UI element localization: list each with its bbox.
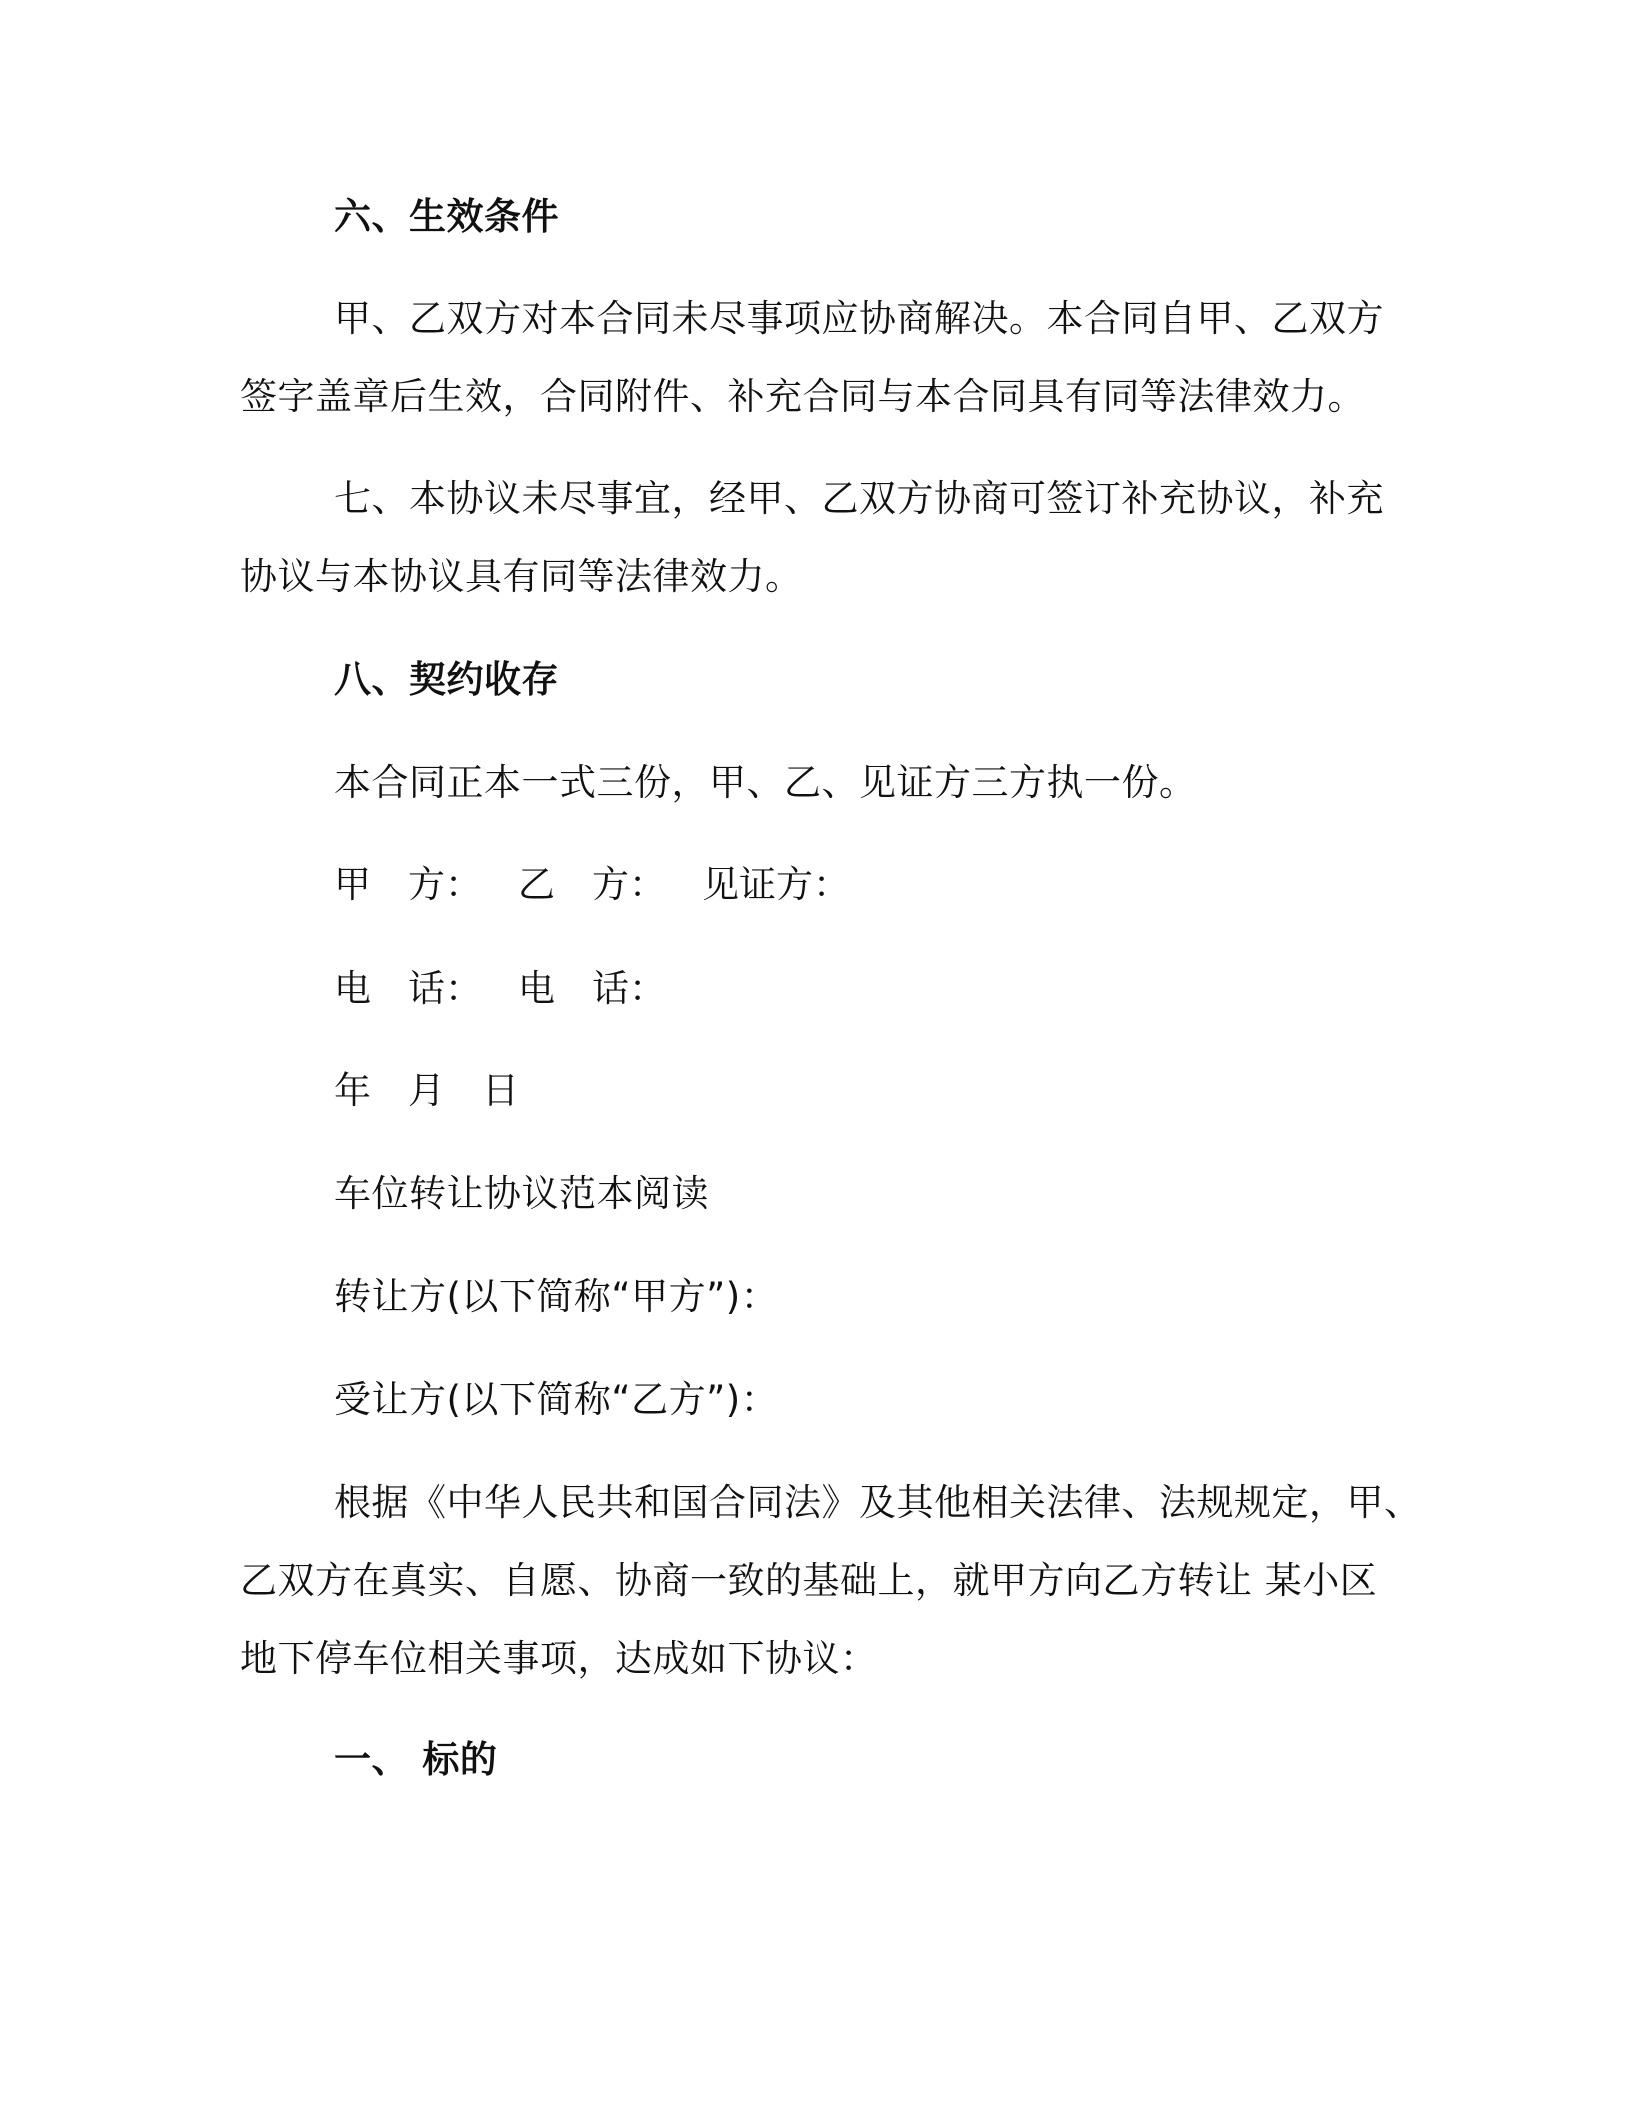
section-7-line-1: 七、本协议未尽事宜，经甲、乙双方协商可签订补充协议，补充 [334, 477, 1384, 520]
phone-a-label: 电 话： [334, 967, 482, 1010]
section-1-title: 一、 标的 [334, 1738, 498, 1781]
intro-line-1: 根据《中华人民共和国合同法》及其他相关法律、法规规定，甲、 [334, 1481, 1422, 1524]
section-8-title: 八、契约收存 [334, 658, 559, 701]
witness-label: 见证方： [702, 863, 850, 906]
section-6-paragraph-line-2: 签字盖章后生效，合同附件、补充合同与本合同具有同等法律效力。 [240, 375, 1365, 418]
date-day: 日 [482, 1069, 519, 1112]
intro-line-2: 乙双方在真实、自愿、协商一致的基础上，就甲方向乙方转让 某小区 [240, 1559, 1378, 1602]
second-doc-title: 车位转让协议范本阅读 [334, 1172, 709, 1215]
section-6-title: 六、生效条件 [334, 195, 559, 238]
date-month: 月 [408, 1069, 445, 1112]
section-8-paragraph: 本合同正本一式三份，甲、乙、见证方三方执一份。 [334, 761, 1197, 804]
party-b-label: 乙 方： [518, 863, 666, 906]
phone-b-label: 电 话： [518, 967, 666, 1010]
date-year: 年 [334, 1069, 371, 1112]
section-7-line-2: 协议与本协议具有同等法律效力。 [240, 555, 803, 598]
section-6-paragraph-line-1: 甲、乙双方对本合同未尽事项应协商解决。本合同自甲、乙双方 [334, 297, 1384, 340]
transferor-line: 转让方(以下简称“甲方”)： [334, 1275, 779, 1318]
party-a-label: 甲 方： [334, 863, 482, 906]
transferee-line: 受让方(以下简称“乙方”)： [334, 1378, 779, 1421]
intro-line-3: 地下停车位相关事项，达成如下协议： [240, 1637, 878, 1680]
